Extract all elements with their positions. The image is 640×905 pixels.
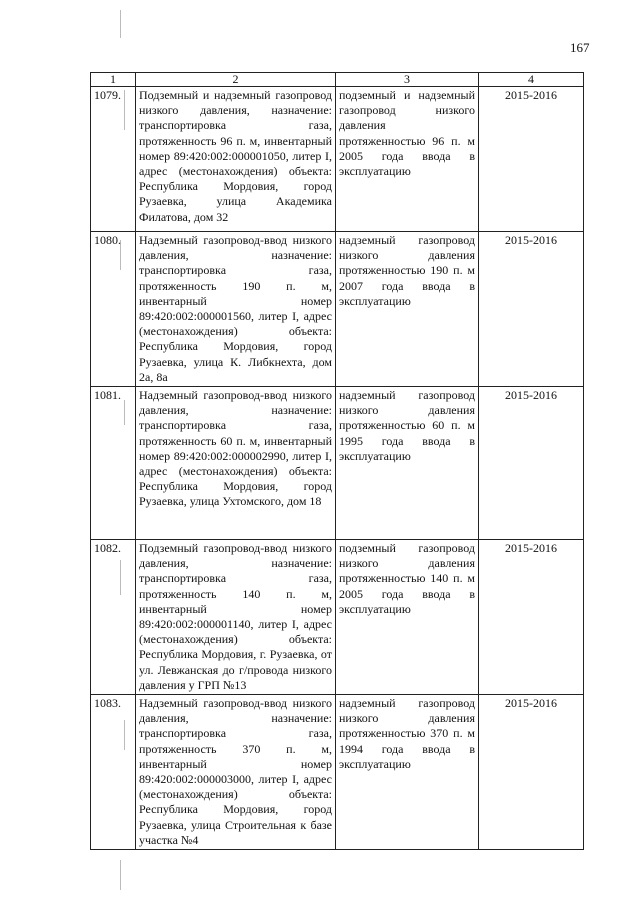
table-row [91,695,584,850]
table-row [91,232,584,387]
object-characteristics: подземный газопровод низкого давления протяженностью 140 п. м 2005 года ввода в эксплуатацию [336,540,479,695]
row-number: 1081. [91,387,136,540]
object-description: Подземный и надземный газопровод низкого давления, назначение: транспортировка газа, протяженность 96 п. м, инвентарный номер 89:420:002:000001050, литер I, адрес (местонахождения) объекта: Республика Мордовия, город Рузаевка, улица Академика Филатова, дом 32 [136,87,336,232]
period-years: 2015-2016 [479,387,584,540]
page-number: 167 [570,40,590,55]
row-number: 1082. [91,540,136,695]
column-header: 4 [479,73,584,87]
period-years: 2015-2016 [479,87,584,232]
table-row [91,540,584,695]
object-characteristics: надземный газопровод низкого давления протяженностью 370 п. м 1994 года ввода в эксплуатацию [336,695,479,850]
column-header: 1 [91,73,136,87]
property-table [90,72,584,850]
row-number: 1079. [91,87,136,232]
period-years: 2015-2016 [479,232,584,387]
row-number: 1080. [91,232,136,387]
table-row [91,387,584,540]
period-years: 2015-2016 [479,540,584,695]
object-characteristics: надземный газопровод низкого давления протяженностью 190 п. м 2007 года ввода в эксплуатацию [336,232,479,387]
column-header: 2 [136,73,336,87]
period-years: 2015-2016 [479,695,584,850]
object-description: Надземный газопровод-ввод низкого давления, назначение: транспортировка газа, протяженность 190 п. м, инвентарный номер 89:420:002:000001560, литер I, адрес (местонахождения) объекта: Республика Мордовия, город Рузаевка, улица К. Либкнехта, дом 2а, 8а [136,232,336,387]
column-header: 3 [336,73,479,87]
object-description: Подземный газопровод-ввод низкого давления, назначение: транспортировка газа, протяженность 140 п. м, инвентарный номер 89:420:002:000001140, литер I, адрес (местонахождения) объекта: Республика Мордовия, г. Рузаевка, от ул. Левжанская до г/провода низкого давления у ГРП №13 [136,540,336,695]
object-characteristics: надземный газопровод низкого давления протяженностью 60 п. м 1995 года ввода в эксплуатацию [336,387,479,540]
header-row [91,73,584,87]
table-row [91,87,584,232]
object-description: Надземный газопровод-ввод низкого давления, назначение: транспортировка газа, протяженность 370 п. м, инвентарный номер 89:420:002:000003000, литер I, адрес (местонахождения) объекта: Республика Мордовия, город Рузаевка, улица Строительная к базе участка №4 [136,695,336,850]
object-description: Надземный газопровод-ввод низкого давления, назначение: транспортировка газа, протяженность 60 п. м, инвентарный номер 89:420:002:000002990, литер I, адрес (местонахождения) объекта: Республика Мордовия, город Рузаевка, улица Ухтомского, дом 18 [136,387,336,540]
object-characteristics: подземный и надземный газопровод низкого давления протяженностью 96 п. м 2005 года ввода в эксплуатацию [336,87,479,232]
row-number: 1083. [91,695,136,850]
